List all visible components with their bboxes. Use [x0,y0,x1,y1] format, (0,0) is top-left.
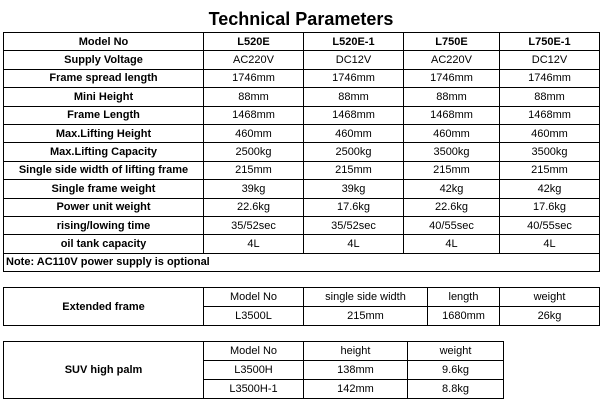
header-cell: L520E-1 [304,33,404,51]
table-cell: 1680mm [428,307,500,326]
table-header-row [4,33,600,51]
row-label: Single frame weight [4,180,204,198]
table-cell: DC12V [500,51,600,69]
header-cell: L750E [404,33,500,51]
table-cell: 460mm [500,124,600,142]
page-title: Technical Parameters [208,9,394,29]
table-cell: 88mm [304,88,404,106]
table-cell: 138mm [304,361,408,380]
header-cell: Model No [204,342,304,361]
table-cell: 4L [204,235,304,253]
table-row [4,235,600,253]
table-cell: 2500kg [204,143,304,161]
table-cell: AC220V [204,51,304,69]
header-cell: weight [408,342,504,361]
table-cell: 215mm [404,161,500,179]
row-label: Max.Lifting Capacity [4,143,204,161]
table-cell: 35/52sec [204,216,304,234]
row-label: Mini Height [4,88,204,106]
table-cell: L3500H-1 [204,380,304,399]
table-row [4,69,600,87]
table-cell: 1746mm [204,69,304,87]
table-cell: 1468mm [204,106,304,124]
header-cell: height [304,342,408,361]
table-cell: 26kg [500,307,600,326]
table-cell: 88mm [404,88,500,106]
table-cell: 39kg [204,180,304,198]
header-cell: L750E-1 [500,33,600,51]
table-cell: L3500L [204,307,304,326]
row-label: Power unit weight [4,198,204,216]
table-cell: 1468mm [404,106,500,124]
table-cell: 88mm [204,88,304,106]
table-cell: 1746mm [404,69,500,87]
table-cell: AC220V [404,51,500,69]
row-label: oil tank capacity [4,235,204,253]
table-cell: 35/52sec [304,216,404,234]
table-cell: 1746mm [500,69,600,87]
table-cell: 8.8kg [408,380,504,399]
table-cell: 2500kg [304,143,404,161]
table-cell: L3500H [204,361,304,380]
row-label: Max.Lifting Height [4,124,204,142]
table-cell: 4L [404,235,500,253]
table-cell: 1746mm [304,69,404,87]
table-cell: DC12V [304,51,404,69]
table-cell: 215mm [304,307,428,326]
table-cell: 17.6kg [500,198,600,216]
section-label: SUV high palm [4,342,204,399]
table-row [4,216,600,234]
table-cell: 215mm [500,161,600,179]
header-cell: length [428,288,500,307]
row-label: Frame spread length [4,69,204,87]
extended-frame-table [3,287,600,326]
table-row [4,124,600,142]
table-row [4,143,600,161]
table-row [4,51,600,69]
table-cell: 22.6kg [204,198,304,216]
table-cell: 42kg [404,180,500,198]
table-header-row [4,342,504,361]
table-cell: 17.6kg [304,198,404,216]
table-cell: 4L [304,235,404,253]
header-cell: weight [500,288,600,307]
table-cell: 1468mm [304,106,404,124]
table-row [4,161,600,179]
header-cell: Model No [204,288,304,307]
table-cell: 460mm [404,124,500,142]
table-row [4,106,600,124]
row-label: rising/lowing time [4,216,204,234]
row-label: Frame Length [4,106,204,124]
section-label: Extended frame [4,288,204,326]
row-label: Supply Voltage [4,51,204,69]
table-cell: 3500kg [404,143,500,161]
table-cell: 3500kg [500,143,600,161]
technical-parameters-table [3,32,600,272]
table-cell: 39kg [304,180,404,198]
table-cell: 88mm [500,88,600,106]
table-cell: 22.6kg [404,198,500,216]
table-cell: 215mm [204,161,304,179]
table-row [4,180,600,198]
header-cell: single side width [304,288,428,307]
table-cell: 9.6kg [408,361,504,380]
table-header-row [4,288,600,307]
table-cell: 460mm [304,124,404,142]
table-cell: 1468mm [500,106,600,124]
table-cell: 42kg [500,180,600,198]
table-row [4,88,600,106]
header-cell: L520E [204,33,304,51]
table-cell: 142mm [304,380,408,399]
row-label: Single side width of lifting frame [4,161,204,179]
table-cell: 4L [500,235,600,253]
note-row [4,253,600,271]
suv-high-palm-table [3,341,504,399]
header-cell: Model No [4,33,204,51]
note-text: Note: AC110V power supply is optional [4,253,600,271]
table-cell: 40/55sec [404,216,500,234]
table-row [4,198,600,216]
table-cell: 215mm [304,161,404,179]
table-cell: 40/55sec [500,216,600,234]
table-cell: 460mm [204,124,304,142]
